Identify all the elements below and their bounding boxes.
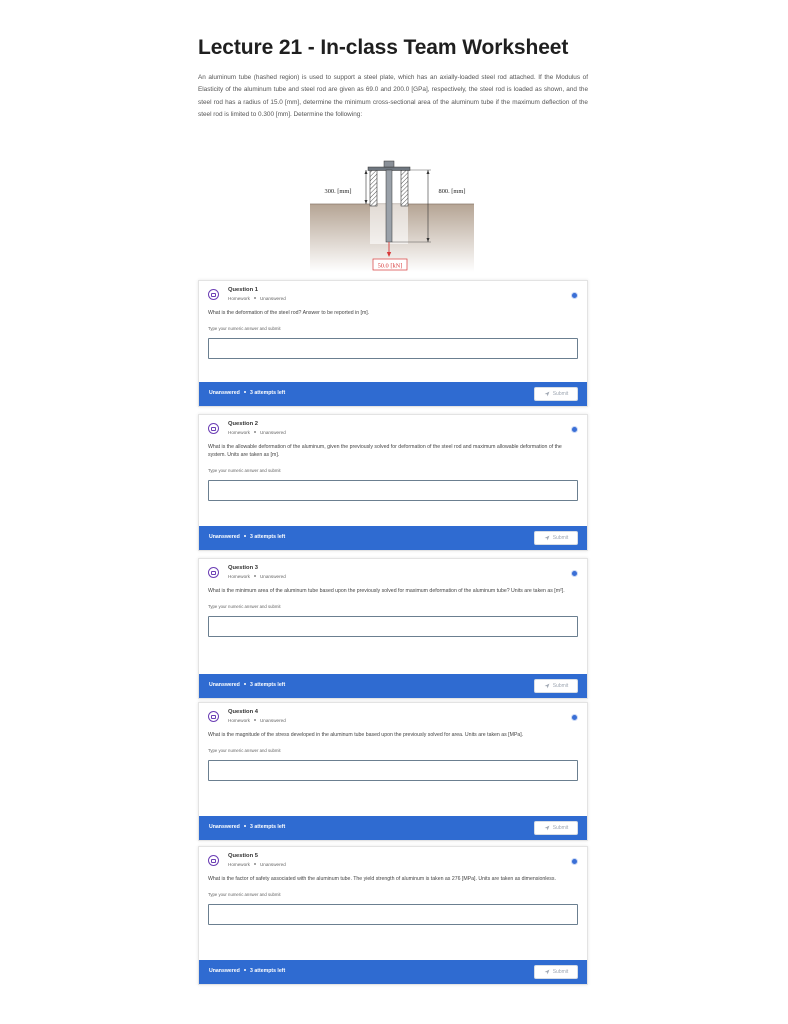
attempts-left: 3 attempts left: [250, 390, 286, 396]
attempts-left: 3 attempts left: [250, 534, 286, 540]
submit-label: Submit: [552, 535, 569, 541]
question-text: What is the factor of safety associated with the aluminum tube. The yield strength of aluminum is taken as 276 [MPa]. Units are taken as dimensionless.: [208, 876, 556, 882]
load-label: 50.0 [kN]: [377, 262, 403, 270]
answer-hint: Type your numeric answer and submit: [208, 326, 281, 332]
answer-input[interactable]: [208, 616, 578, 637]
question-type: Homework: [228, 718, 250, 723]
answer-input[interactable]: [208, 904, 578, 925]
attempts-left: 3 attempts left: [250, 824, 286, 830]
answer-input[interactable]: [208, 338, 578, 359]
attempt-status: [209, 682, 285, 688]
question-state: Unanswered: [259, 296, 286, 301]
answer-hint: Type your numeric answer and submit: [208, 468, 281, 474]
question-title: Question 5: [228, 853, 258, 859]
question-title: Question 4: [228, 709, 258, 715]
question-footer: [199, 526, 587, 550]
question-icon: [208, 423, 219, 434]
submit-label: Submit: [552, 683, 569, 689]
aluminum-tube-right: [401, 170, 408, 206]
question-icon: [208, 567, 219, 578]
submit-button[interactable]: [534, 387, 578, 401]
answer-status: Unanswered: [209, 682, 240, 688]
question-type: Homework: [228, 430, 250, 435]
answer-input[interactable]: [208, 480, 578, 501]
question-type: Homework: [228, 574, 250, 579]
question-meta: [228, 430, 286, 435]
answer-input[interactable]: [208, 760, 578, 781]
question-title: Question 3: [228, 565, 258, 571]
question-type: Homework: [228, 296, 250, 301]
attempt-status: [209, 534, 285, 540]
question-footer: [199, 816, 587, 840]
info-icon[interactable]: [571, 858, 578, 865]
question-card-4: [198, 702, 588, 841]
answer-status: Unanswered: [209, 824, 240, 830]
info-icon[interactable]: [571, 714, 578, 721]
info-icon[interactable]: [571, 426, 578, 433]
question-footer: [199, 382, 587, 406]
question-state: Unanswered: [259, 718, 286, 723]
question-state: Unanswered: [259, 862, 286, 867]
question-footer: [199, 960, 587, 984]
send-icon: [544, 391, 550, 397]
info-icon[interactable]: [571, 292, 578, 299]
question-type: Homework: [228, 862, 250, 867]
question-icon: [208, 711, 219, 722]
problem-statement: An aluminum tube (hashed region) is used to support a steel plate, which has an axially-loaded steel rod attached. If the Modulus of Elasticity of the aluminum tube and steel rod are given as 69.0 and 200.0 [GPa], respectively, the steel rod is loaded as shown, and the steel rod has a radius of 15.0 [mm], determine the minimum cross-sectional area of the aluminum tube if the maximum deflection of the steel rod is limited to 0.300 [mm]. Determine the following:: [198, 74, 588, 118]
answer-hint: Type your numeric answer and submit: [208, 748, 281, 754]
page-title: Lecture 21 - In-class Team Worksheet: [198, 36, 569, 59]
question-meta: [228, 574, 286, 579]
attempt-status: [209, 390, 285, 396]
submit-button[interactable]: [534, 821, 578, 835]
question-icon: [208, 289, 219, 300]
question-card-2: [198, 414, 588, 551]
attempt-status: [209, 968, 285, 974]
steel-rod: [386, 170, 392, 242]
submit-label: Submit: [552, 391, 569, 397]
answer-status: Unanswered: [209, 968, 240, 974]
question-text: What is the magnitude of the stress developed in the aluminum tube based upon the previously solved for area. Units are taken as [MPa].: [208, 732, 524, 738]
submit-label: Submit: [552, 969, 569, 975]
attempts-left: 3 attempts left: [250, 682, 286, 688]
figure-drawing: [310, 160, 474, 272]
answer-status: Unanswered: [209, 390, 240, 396]
info-icon[interactable]: [571, 570, 578, 577]
answer-status: Unanswered: [209, 534, 240, 540]
question-text: What is the minimum area of the aluminum tube based upon the previously solved for maximum deformation of the aluminum tube? Units are taken as [m²].: [208, 588, 565, 594]
nut: [384, 161, 394, 167]
aluminum-tube-left: [370, 170, 377, 206]
question-meta: [228, 862, 286, 867]
question-card-3: [198, 558, 588, 699]
question-card-1: [198, 280, 588, 407]
attempts-left: 3 attempts left: [250, 968, 286, 974]
question-footer: [199, 674, 587, 698]
submit-button[interactable]: [534, 531, 578, 545]
submit-button[interactable]: [534, 965, 578, 979]
answer-hint: Type your numeric answer and submit: [208, 892, 281, 898]
answer-hint: Type your numeric answer and submit: [208, 604, 281, 610]
submit-button[interactable]: [534, 679, 578, 693]
right-dimension-label: 800. [mm]: [438, 188, 466, 195]
question-text: What is the deformation of the steel rod? Answer to be reported in [m].: [208, 310, 370, 316]
question-state: Unanswered: [259, 574, 286, 579]
send-icon: [544, 535, 550, 541]
submit-label: Submit: [552, 825, 569, 831]
send-icon: [544, 683, 550, 689]
left-dimension-label: 300. [mm]: [324, 188, 352, 195]
send-icon: [544, 969, 550, 975]
problem-figure: [310, 160, 474, 272]
question-meta: [228, 718, 286, 723]
question-title: Question 1: [228, 287, 258, 293]
question-icon: [208, 855, 219, 866]
question-state: Unanswered: [259, 430, 286, 435]
attempt-status: [209, 824, 285, 830]
question-meta: [228, 296, 286, 301]
question-text: What is the allowable deformation of the aluminum, given the previously solved for deformation of the steel rod and maximum allowable deformation of the system. Units are taken as [m].: [208, 444, 562, 459]
question-title: Question 2: [228, 421, 258, 427]
send-icon: [544, 825, 550, 831]
question-card-5: [198, 846, 588, 985]
